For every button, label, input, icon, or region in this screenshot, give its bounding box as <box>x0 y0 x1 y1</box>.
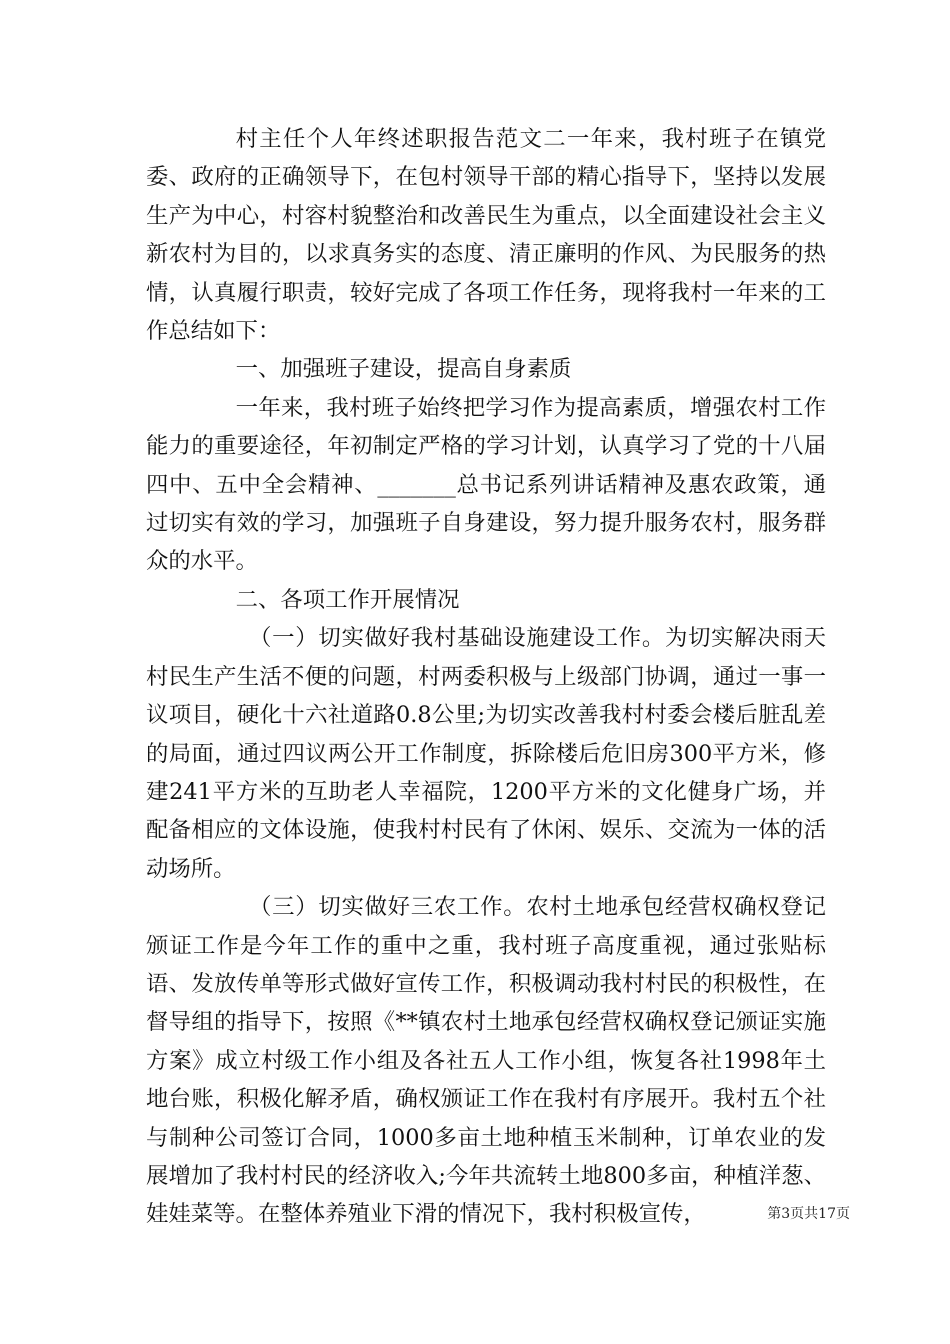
paragraph-infrastructure: （一）切实做好我村基础设施建设工作。为切实解决雨天村民生产生活不便的问题，村两委积极与上级部门协调，通过一事一议项目，硬化十六社道路0.8公里;为切实改善我村村委会楼后脏乱差的局面，通过四议两公开工作制度，拆除楼后危旧房300平方米，修建241平方米的互助老人幸福院，1200平方米的文化健身广场，并配备相应的文体设施，使我村村民有了休闲、娱乐、交流为一体的活动场所。 <box>146 625 826 882</box>
page-number-footer: 第3页共17页 <box>767 1206 850 1222</box>
paragraph-agriculture: （三）切实做好三农工作。农村土地承包经营权确权登记颁证工作是今年工作的重中之重，我村班子高度重视，通过张贴标语、发放传单等形式做好宣传工作，积极调动我村村民的积极性，在督导组的指导下，按照《**镇农村土地承包经营权确权登记颁证实施方案》成立村级工作小组及各社五人工作小组，恢复各社1998年土地台账，积极化解矛盾，确权颁证工作在我村有序展开。我村五个社与制种公司签订合同，1000多亩土地种植玉米制种，订单农业的发展增加了我村村民的经济收入;今年共流转土地800多亩，种植洋葱、娃娃菜等。在整体养殖业下滑的情况下，我村积极宣传， <box>146 894 826 1228</box>
paragraph-study: 一年来，我村班子始终把学习作为提高素质，增强农村工作能力的重要途径，年初制定严格的学习计划，认真学习了党的十八届四中、五中全会精神、_______总书记系列讲话精神及惠农政策，通过切实有效的学习，加强班子自身建设，努力提升服务农村，服务群众的水平。 <box>146 394 826 575</box>
section-heading-1: 一、加强班子建设，提高自身素质 <box>235 356 572 383</box>
paragraph-intro: 村主任个人年终述职报告范文二一年来，我村班子在镇党委、政府的正确领导下，在包村领导干部的精心指导下，坚持以发展生产为中心，村容村貌整治和改善民生为重点，以全面建设社会主义新农村为目的，以求真务实的态度、清正廉明的作风、为民服务的热情，认真履行职责，较好完成了各项工作任务，现将我村一年来的工作总结如下： <box>146 126 826 345</box>
document-body <box>146 120 826 1234</box>
section-heading-2: 二、各项工作开展情况 <box>235 586 460 613</box>
